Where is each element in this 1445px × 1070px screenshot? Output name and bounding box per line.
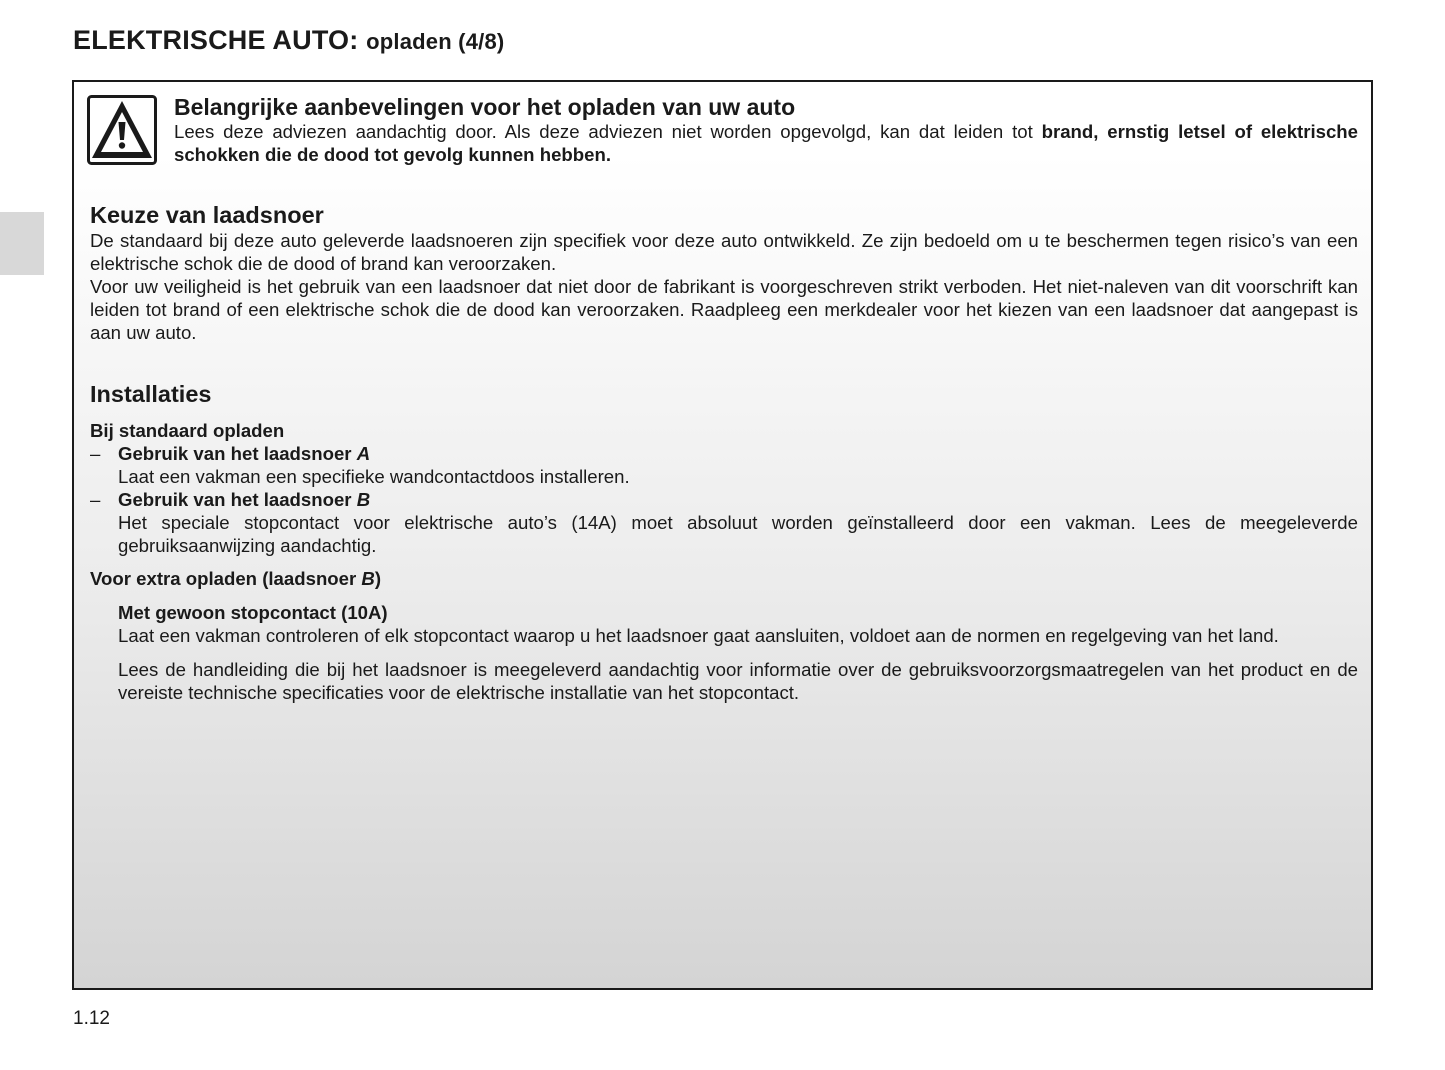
- installations-heading: Installaties: [90, 381, 212, 407]
- list-item: [90, 488, 1358, 557]
- warning-heading: Belangrijke aanbevelingen voor het opladen van uw auto: [174, 94, 796, 120]
- list-dash: –: [90, 489, 101, 510]
- warning-text-bold: brand, ernstig letsel of elektrische schokken die de dood tot gevolg kunnen hebben.: [174, 121, 1359, 165]
- manual-block: [90, 658, 1358, 704]
- page-title-sub: opladen (4/8): [366, 29, 505, 54]
- warning-content: [90, 94, 1358, 704]
- outlet-block: [90, 601, 1358, 647]
- manual-text: Lees de handleiding die bij het laadsnoer is meegeleverd aandachtig voor informatie over de gebruiksvoorzorgsmaatregelen van het product en de vereiste technische specificaties voor de elektrische installatie van het stopcontact.: [118, 659, 1358, 703]
- extra-charging-heading-post: ): [374, 568, 382, 589]
- cable-a-text: Laat een vakman een specifieke wandcontactdoos installeren.: [118, 466, 630, 487]
- page-number: 1.12: [73, 1008, 110, 1029]
- page-title: [73, 24, 504, 58]
- list-dash: –: [90, 443, 101, 464]
- cable-choice-heading: Keuze van laadsnoer: [90, 202, 324, 228]
- list-item: [90, 442, 1358, 488]
- extra-charging-heading-pre: Voor extra opladen (laadsnoer: [90, 568, 362, 589]
- outlet-text: Laat een vakman controleren of elk stopcontact waarop u het laadsnoer gaat aansluiten, voldoet aan de normen en regelgeving van het land.: [118, 625, 1279, 646]
- chapter-tab: [0, 212, 44, 275]
- warning-text-plain: Lees deze adviezen aandachtig door. Als deze adviezen niet worden opgevolgd, kan dat leiden tot: [174, 121, 1042, 142]
- cable-b-label: B: [356, 489, 371, 510]
- cable-a-label: A: [356, 443, 371, 464]
- warning-text: [174, 120, 1358, 166]
- warning-box: [72, 80, 1373, 990]
- extra-charging-heading: [90, 567, 1358, 590]
- cable-b-heading: [118, 488, 1358, 511]
- outlet-heading: Met gewoon stopcontact (10A): [118, 602, 388, 623]
- standard-charging-heading: Bij standaard opladen: [90, 420, 285, 441]
- cable-a-heading: [118, 442, 1358, 465]
- cable-choice-paragraph-1: De standaard bij deze auto geleverde laadsnoeren zijn specifiek voor deze auto ontwikkeld. Ze zijn bedoeld om u te beschermen tegen risico’s van een elektrische schok die de dood of brand kan veroorzaken.: [90, 230, 1358, 274]
- cable-choice-paragraph-2: Voor uw veiligheid is het gebruik van een laadsnoer dat niet door de fabrikant is voorgeschreven strikt verboden. Het niet-naleven van dit voorschrift kan leiden tot brand of een elektrische schok die de dood kan veroorzaken. Raadpleeg een merkdealer voor het kiezen van een laadsnoer dat aangepast is aan uw auto.: [90, 276, 1358, 343]
- cable-b-title: Gebruik van het laadsnoer: [118, 489, 357, 510]
- cable-b-text: Het speciale stopcontact voor elektrische auto’s (14A) moet absoluut worden geïnstalleerd door een vakman. Lees de meegeleverde gebruiksaanwijzing aandachtig.: [118, 512, 1358, 556]
- page-title-main: ELEKTRISCHE AUTO:: [73, 25, 359, 55]
- cable-a-title: Gebruik van het laadsnoer: [118, 443, 357, 464]
- extra-charging-cable-label: B: [361, 568, 375, 589]
- warning-header: [174, 94, 1358, 166]
